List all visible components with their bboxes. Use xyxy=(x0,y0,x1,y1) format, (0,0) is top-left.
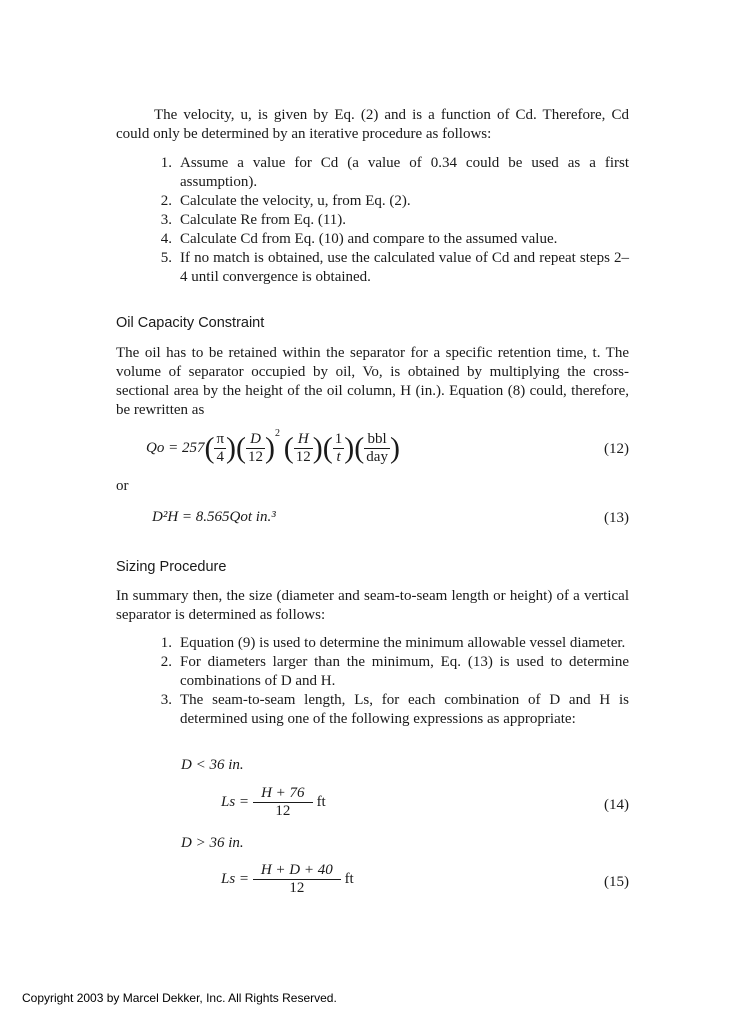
list-item: 4. Calculate Cd from Eq. (10) and compare to the assumed value. xyxy=(160,231,558,247)
section-heading-oil-capacity: Oil Capacity Constraint xyxy=(116,315,265,331)
equation-13: D²H = 8.565Qot in.³ xyxy=(152,509,276,525)
section-heading-sizing: Sizing Procedure xyxy=(116,559,227,575)
equation-15: Ls = $\frac{H + D + 40}{12}$ ft xyxy=(221,862,354,896)
iterative-steps-list xyxy=(152,154,629,287)
list-item: 3. Calculate Re from Eq. (11). xyxy=(160,212,347,228)
equation-number-14: (14) xyxy=(604,797,629,813)
list-item: 1. Assume a value for Cd (a value of 0.34 could be used as a first assumption). xyxy=(160,155,629,190)
sizing-paragraph: In summary then, the size (diameter and seam-to-seam length or height) of a vertical separator is determined as follows: xyxy=(116,588,629,623)
copyright-footer: Copyright 2003 by Marcel Dekker, Inc. All Rights Reserved. xyxy=(22,991,337,1005)
list-item: 5. If no match is obtained, use the calculated value of Cd and repeat steps 2–4 until convergence is obtained. xyxy=(160,250,629,285)
equation-number-13: (13) xyxy=(604,510,629,526)
list-item: 2. Calculate the velocity, u, from Eq. (2). xyxy=(160,193,411,209)
case-d-less-36: D < 36 in. xyxy=(181,757,244,773)
equation-14: Ls = $\frac{H + 76}{12}$ ft xyxy=(221,785,326,819)
intro-paragraph: The velocity, u, is given by Eq. (2) and is a function of Cd. Therefore, Cd could only be determined by an iterative procedure as follows: xyxy=(116,107,629,142)
equation-number-15: (15) xyxy=(604,874,629,890)
list-item: 2. For diameters larger than the minimum, Eq. (13) is used to determine combinations of D and H. xyxy=(160,654,629,689)
list-item: 1. Equation (9) is used to determine the minimum allowable vessel diameter. xyxy=(160,635,626,651)
or-text: or xyxy=(116,478,129,494)
equation-12: Qo = 257( $\frac{\pi}{4}$ )( $\frac{D}{12}$ )$^2$ ( $\frac{H}{12}$ )( $\frac{1}{t}$ )( $\frac{\text{bbl}}{\text{day}}$ ) xyxy=(146,428,400,466)
list-item: 3. The seam-to-seam length, Ls, for each combination of D and H is determined using one of the following expressions as appropriate: xyxy=(160,692,629,727)
sizing-steps-list xyxy=(152,634,629,729)
oil-paragraph: The oil has to be retained within the separator for a specific retention time, t. The volume of separator occupied by oil, Vo, is obtained by multiplying the cross-sectional area by the height of the oil column, H (in.). Equation (8) could, therefore, be rewritten as xyxy=(116,345,629,418)
equation-number-12: (12) xyxy=(604,441,629,457)
case-d-greater-36: D > 36 in. xyxy=(181,835,244,851)
